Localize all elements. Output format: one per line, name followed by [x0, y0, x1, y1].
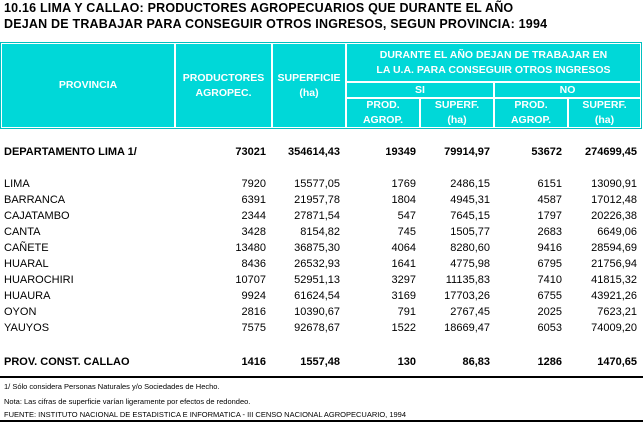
cell-si-prod: 1769 — [391, 178, 416, 190]
cell-prod: 13480 — [235, 242, 266, 254]
cell-no-sup: 7623,21 — [597, 306, 637, 318]
header-superficie — [272, 43, 346, 128]
cell-no-prod: 53672 — [531, 146, 562, 158]
header-superficie-line2: (ha) — [299, 86, 319, 99]
cell-no-sup: 1470,65 — [597, 356, 637, 368]
cell-prod: 9924 — [241, 290, 266, 302]
header-no-prod-line2: AGROP. — [510, 114, 552, 126]
cell-si-sup: 11135,83 — [445, 274, 490, 286]
header-durante — [346, 43, 641, 82]
cell-no-sup: 21756,94 — [591, 258, 637, 270]
header-no-prod-line1: PROD. — [514, 99, 548, 111]
header-productores — [175, 43, 272, 128]
cell-si-sup: 86,83 — [462, 356, 490, 368]
header-durante-line1: DURANTE EL AÑO DEJAN DE TRABAJAR EN — [379, 48, 608, 61]
cell-no-prod: 6151 — [537, 178, 562, 190]
header-si-label: SI — [415, 83, 425, 96]
cell-no-sup: 20226,38 — [591, 210, 637, 222]
cell-si-sup: 1505,77 — [450, 226, 490, 238]
cell-prod: 7575 — [241, 322, 266, 334]
header-durante-line2: LA U.A. PARA CONSEGUIR OTROS INGRESOS — [376, 63, 611, 76]
cell-sup: 26532,93 — [294, 258, 340, 270]
cell-sup: 36875,30 — [294, 242, 340, 254]
cell-provincia: PROV. CONST. CALLAO — [4, 356, 130, 368]
cell-si-sup: 4945,31 — [450, 194, 490, 206]
cell-si-sup: 8280,60 — [450, 242, 490, 254]
cell-no-prod: 2025 — [537, 306, 562, 318]
cell-sup: 15577,05 — [294, 178, 340, 190]
cell-si-prod: 19349 — [385, 146, 416, 158]
cell-si-sup: 2767,45 — [450, 306, 490, 318]
table-row — [0, 356, 643, 372]
cell-no-prod: 4587 — [537, 194, 562, 206]
cell-si-prod: 745 — [397, 226, 416, 238]
cell-no-sup: 6649,06 — [597, 226, 637, 238]
cell-sup: 8154,82 — [300, 226, 340, 238]
cell-si-sup: 79914,97 — [444, 146, 490, 158]
cell-sup: 10390,67 — [294, 306, 340, 318]
cell-prod: 73021 — [235, 146, 266, 158]
cell-si-sup: 17703,26 — [444, 290, 490, 302]
header-si-prod-line1: PROD. — [366, 99, 400, 111]
cell-no-prod: 9416 — [537, 242, 562, 254]
cell-prod: 1416 — [241, 356, 266, 368]
cell-sup: 52951,13 — [294, 274, 340, 286]
cell-si-prod: 3169 — [391, 290, 416, 302]
cell-provincia: HUAROCHIRI — [4, 274, 74, 286]
table-title-line1: 10.16 LIMA Y CALLAO: PRODUCTORES AGROPECUARIOS QUE DURANTE EL AÑO — [4, 1, 514, 15]
footnote-2: Nota: Las cifras de superficie varían ligeramente por efectos de redondeo. — [4, 397, 251, 406]
cell-si-sup: 2486,15 — [450, 178, 490, 190]
cell-no-prod: 7410 — [537, 274, 562, 286]
cell-no-sup: 274699,45 — [585, 146, 637, 158]
header-si-superf — [420, 98, 494, 128]
cell-si-prod: 3297 — [391, 274, 416, 286]
table-row — [0, 290, 643, 306]
header-si-superf-line1: SUPERF. — [434, 99, 480, 111]
table-row — [0, 210, 643, 226]
cell-no-sup: 13090,91 — [591, 178, 637, 190]
header-productores-line1: PRODUCTORES — [182, 71, 265, 84]
header-si-prod — [346, 98, 420, 128]
cell-prod: 2344 — [241, 210, 266, 222]
cell-provincia: OYON — [4, 306, 37, 318]
table-row — [0, 194, 643, 210]
header-no-prod — [494, 98, 568, 128]
table-row — [0, 306, 643, 322]
cell-sup: 21957,78 — [294, 194, 340, 206]
table-title-line2: DEJAN DE TRABAJAR PARA CONSEGUIR OTROS INGRESOS, SEGUN PROVINCIA: 1994 — [4, 17, 548, 31]
header-productores-line2: AGROPEC. — [195, 86, 252, 99]
cell-no-prod: 6053 — [537, 322, 562, 334]
cell-no-prod: 2683 — [537, 226, 562, 238]
cell-no-sup: 43921,26 — [591, 290, 637, 302]
cell-si-sup: 7645,15 — [450, 210, 490, 222]
cell-sup: 27871,54 — [294, 210, 340, 222]
cell-prod: 7920 — [241, 178, 266, 190]
cell-provincia: CANTA — [4, 226, 41, 238]
cell-provincia: BARRANCA — [4, 194, 66, 206]
cell-prod: 3428 — [241, 226, 266, 238]
cell-provincia: LIMA — [4, 178, 30, 190]
footnote-source: FUENTE: INSTITUTO NACIONAL DE ESTADISTICA E INFORMATICA - III CENSO NACIONAL AGROPECUARIO, 1994 — [4, 410, 407, 419]
cell-no-prod: 6795 — [537, 258, 562, 270]
cell-provincia: HUARAL — [4, 258, 49, 270]
cell-sup: 61624,54 — [294, 290, 340, 302]
table-row — [0, 258, 643, 274]
header-provincia-label: PROVINCIA — [58, 79, 118, 91]
cell-si-prod: 1641 — [391, 258, 416, 270]
cell-provincia: CAÑETE — [4, 242, 49, 254]
cell-provincia: YAUYOS — [4, 322, 50, 334]
header-si-superf-line2: (ha) — [447, 114, 467, 126]
footnote-1: 1/ Sólo considera Personas Naturales y/o Sociedades de Hecho. — [4, 382, 220, 391]
cell-provincia: CAJATAMBO — [4, 210, 70, 222]
cell-prod: 2816 — [241, 306, 266, 318]
table-row — [0, 226, 643, 242]
header-no-superf — [568, 98, 641, 128]
header-no-superf-line1: SUPERF. — [582, 99, 627, 111]
cell-si-prod: 1522 — [391, 322, 416, 334]
header-si — [346, 82, 494, 98]
cell-sup: 1557,48 — [300, 356, 340, 368]
header-si-prod-line2: AGROP. — [362, 114, 404, 126]
cell-si-prod: 4064 — [391, 242, 416, 254]
cell-no-sup: 41815,32 — [591, 274, 637, 286]
cell-no-prod: 1797 — [537, 210, 562, 222]
cell-no-sup: 74009,20 — [591, 322, 637, 334]
cell-sup: 92678,67 — [294, 322, 340, 334]
header-no-label: NO — [559, 83, 576, 96]
cell-si-sup: 4775,98 — [450, 258, 490, 270]
cell-no-sup: 17012,48 — [591, 194, 637, 206]
cell-no-prod: 6755 — [537, 290, 562, 302]
cell-si-prod: 791 — [397, 306, 416, 318]
table-row — [0, 274, 643, 290]
table-row — [0, 242, 643, 258]
cell-provincia: DEPARTAMENTO LIMA 1/ — [4, 146, 137, 158]
header-no — [494, 82, 641, 98]
cell-prod: 6391 — [241, 194, 266, 206]
bottom-rule-top — [0, 376, 643, 378]
cell-prod: 8436 — [241, 258, 266, 270]
table-row — [0, 322, 643, 338]
header-provincia — [1, 43, 175, 128]
cell-si-prod: 1804 — [391, 194, 416, 206]
cell-si-sup: 18669,47 — [444, 322, 490, 334]
cell-no-prod: 1286 — [537, 356, 562, 368]
bottom-rule — [0, 420, 643, 422]
cell-no-sup: 28594,69 — [591, 242, 637, 254]
cell-si-prod: 130 — [397, 356, 416, 368]
table-row — [0, 178, 643, 194]
cell-prod: 10707 — [235, 274, 266, 286]
header-no-superf-line2: (ha) — [594, 114, 615, 126]
header-superficie-line1: SUPERFICIE — [277, 71, 341, 84]
cell-sup: 354614,43 — [288, 146, 340, 158]
table-row — [0, 146, 643, 162]
cell-provincia: HUAURA — [4, 290, 51, 302]
cell-si-prod: 547 — [397, 210, 416, 222]
